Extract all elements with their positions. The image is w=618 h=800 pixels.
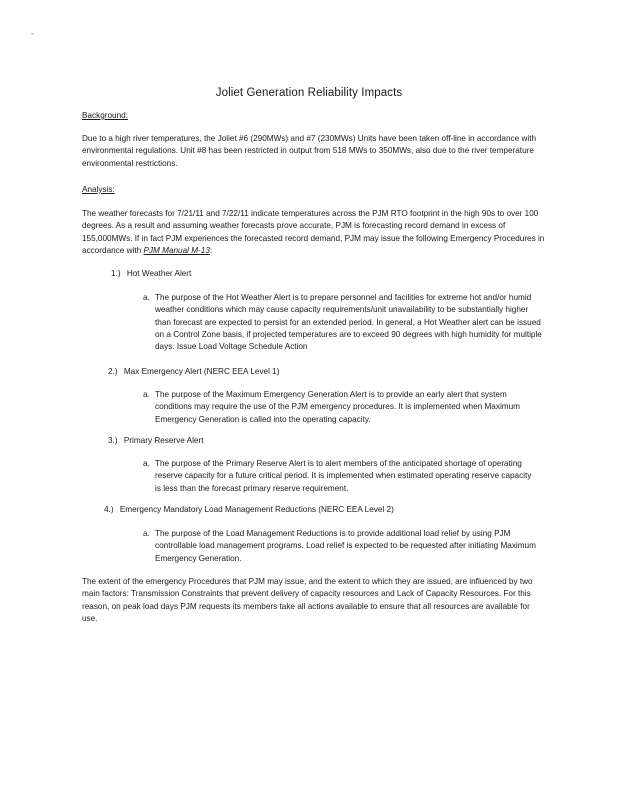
background-paragraph: Due to a high river temperatures, the Joliet #6 (290MWs) and #7 (230MWs) Units have been taken off-line in accordance with environmental regulations. Unit #8 has been restricted in output from 518 MWs to 350MWs, also due to the river temperature environmental restrictions.	[82, 134, 537, 168]
background-heading: Background:	[82, 111, 128, 120]
stray-mark: -	[31, 29, 34, 38]
item-number: 4.)	[104, 505, 114, 514]
item-label: Max Emergency Alert (NERC EEA Level 1)	[123, 367, 280, 376]
sub-item-text: The purpose of the Primary Reserve Alert is to alert members of the anticipated shortage of operating reserve capacity for a future critical period. It is implemented when estimated operating reserve capacity is less than the forecast primary reserve requirement.	[155, 459, 532, 493]
sub-item-text: The purpose of the Load Management Reductions is to provide additional load relief by using PJM controllable load management programs. Load relief is expected to be requested after initiating Maximum Emergency Generation.	[155, 529, 536, 563]
analysis-paragraph	[82, 208, 546, 257]
sub-item-text: The purpose of the Maximum Emergency Generation Alert is to provide an early alert that system conditions may require the use of the PJM emergency procedures. It is implemented when Maximum Emergency Generation is called into the operating capacity.	[155, 390, 520, 424]
closing-paragraph: The extent of the emergency Procedures that PJM may issue, and the extent to which they are issued, are influenced by two main factors: Transmission Constraints that prevent delivery of capacity resources and Lack of Capacity Resources. For this reason, on peak load days PJM requests its members take all actions available to ensure that all resources are available for use.	[82, 577, 533, 623]
sub-item	[143, 458, 543, 498]
pjm-manual-link[interactable]: PJM Manual M-13	[143, 245, 210, 255]
sub-item-letter: a.	[143, 459, 150, 468]
item-label: Hot Weather Alert	[126, 269, 192, 278]
analysis-text: The weather forecasts for 7/21/11 and 7/22/11 indicate temperatures across the PJM RTO footprint in the high 90s to over 100 degrees. As a result and assuming weather forecasts prove accurate, PJM is forecasting record demand in excess of 155,000MWs. If in fact PJM experiences the forecasted record demand, PJM may issue the following Emergency Procedures in accordance with	[82, 209, 545, 255]
list-item-primary-reserve-alert	[108, 435, 203, 447]
list-item-max-emergency-alert	[108, 366, 279, 378]
sub-item-text: The purpose of the Hot Weather Alert is to prepare personnel and facilities for extreme hot and/or humid weather conditions which may cause capacity requirements/unit unavailability to be substantially higher than forecast are expected to persist for an extended period. In general, a Hot Weather alert can be issued on a Control Zone basis, if projected temperatures are to exceed 90 degrees with high humidity for multiple days. Issue Load Voltage Schedule Action	[155, 293, 542, 352]
item-number: 3.)	[108, 436, 118, 445]
sub-item-letter: a.	[143, 390, 150, 399]
sub-item	[143, 528, 543, 568]
item-label: Emergency Mandatory Load Management Reductions (NERC EEA Level 2)	[119, 505, 394, 514]
item-label: Primary Reserve Alert	[123, 436, 204, 445]
sub-item	[143, 292, 543, 362]
item-number: 2.)	[108, 367, 118, 376]
analysis-text-end: :	[209, 245, 213, 255]
item-number: 1.)	[111, 269, 121, 278]
sub-item-letter: a.	[143, 529, 150, 538]
page-title: Joliet Generation Reliability Impacts	[215, 87, 403, 99]
list-item-load-management-reductions	[104, 504, 394, 516]
sub-item-letter: a.	[143, 293, 150, 302]
list-item-hot-weather-alert	[111, 268, 191, 280]
sub-item	[143, 389, 543, 429]
analysis-heading: Analysis:	[82, 185, 115, 194]
